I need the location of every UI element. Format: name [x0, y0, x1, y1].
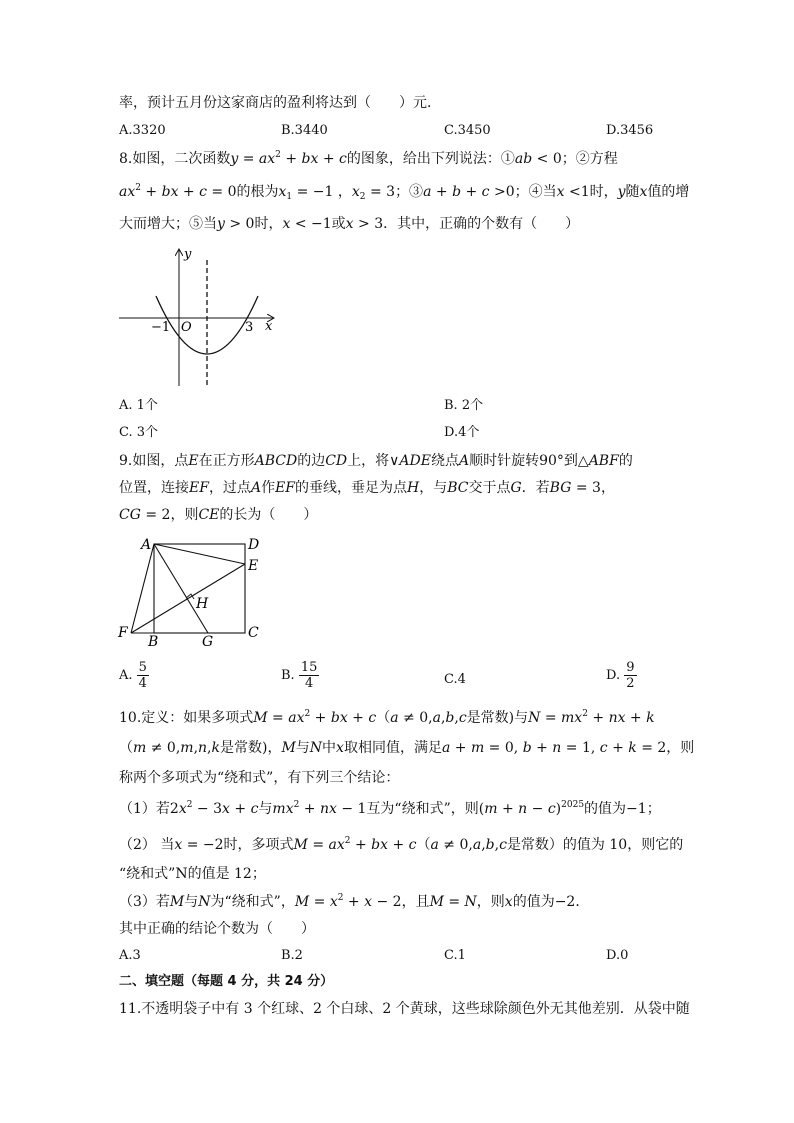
q10-statement-2: （2） 当x = −2时，多项式$M = ax^2$ + bx + c（a ≠ 0,a,b,c是常数）的值为 10，则它的 — [119, 836, 684, 853]
section-heading: 二、填空题（每题 4 分，共 24 分） — [119, 974, 334, 989]
segment-af — [131, 544, 154, 633]
q9-option-d: D. $\frac{9}{2}$ — [606, 660, 635, 691]
segment-ag — [154, 544, 208, 633]
q9-line-2: 位置，连接EF，过点A作EF的垂线，垂足为点H，与BC交于点G．若BG = 3， — [119, 480, 615, 496]
svg-text:B: B — [148, 634, 159, 650]
q7-option-c: C.3450 — [444, 123, 491, 138]
q9-option-c: C.4 — [444, 672, 466, 687]
q8-option-c: C. 3个 — [119, 425, 159, 440]
q10-statement-3: （3）若M与N为“绕和式”，$M = x^2 + x - 2$，且M = N，则x的值为−2． — [119, 893, 590, 910]
label-minus-one: −1 — [151, 320, 171, 335]
q11-text: 11.不透明袋子中有 3 个红球、2 个白球、2 个黄球，这些球除颜色外无其他差别．从袋中随 — [119, 1001, 690, 1017]
q8-parabola-graph — [115, 244, 285, 390]
q7-option-a: A.3320 — [119, 123, 166, 138]
q10-line-2: （m ≠ 0,m,n,k是常数)，M与N中x取相同值，满足a + m = 0, b + n = 1, c + k = 2，则 — [119, 740, 695, 756]
label-origin: O — [181, 320, 192, 335]
segment-ae — [154, 544, 245, 564]
svg-text:C: C — [248, 625, 259, 641]
q9-option-a: A. $\frac{5}{4}$ — [119, 660, 147, 691]
q9-option-b: B. $\frac{15}{4}$ — [281, 660, 318, 691]
q9-square-figure — [112, 532, 272, 650]
svg-text:H: H — [196, 596, 209, 612]
q10-statement-2-cont: “绕和式”N的值是 12； — [119, 866, 266, 882]
q8-line-3: 大而增大；⑤当y > 0时，x < −1或x > 3．其中，正确的个数有（ ） — [119, 216, 580, 232]
label-x: x — [265, 319, 273, 334]
q10-statement-1: （1）若$2x^2 - 3x + c$与$mx^2$ + nx − 1互为“绕和式”，则$(m + n - c)^{2025}$的值为−1； — [119, 800, 661, 817]
q10-question: 其中正确的结论个数为（ ） — [119, 921, 315, 937]
q9-line-3: CG = 2，则CE的长为（ ） — [119, 507, 318, 523]
label-y: y — [184, 247, 192, 262]
q10-option-d: D.0 — [606, 948, 629, 963]
q10-line-3: 称两个多项式为“绕和式”，有下列三个结论： — [119, 770, 400, 786]
q10-option-b: B.2 — [281, 948, 303, 963]
q8-option-a: A. 1个 — [119, 398, 158, 413]
q7-option-b: B.3440 — [281, 123, 328, 138]
q10-option-a: A.3 — [119, 948, 141, 963]
segment-fe — [131, 564, 245, 633]
q8-line-1: 8.如图，二次函数$y = ax^2$ + bx + c的图象，给出下列说法：①ab < 0；②方程 — [119, 150, 618, 167]
svg-text:D: D — [248, 537, 260, 553]
q8-option-d: D.4个 — [444, 425, 480, 440]
q9-line-1: 9.如图，点E在正方形ABCD的边CD上，将∨ADE绕点A顺时针旋转90°到△ABF的 — [119, 453, 633, 469]
svg-text:G: G — [202, 634, 214, 650]
svg-text:A: A — [141, 537, 152, 553]
q10-option-c: C.1 — [444, 948, 466, 963]
q8-line-2: $ax^2$ + bx + c = 0的根为$x_1 = -1$ ，$x_2 = 3$；③a + b + c >0；④当x <1时，y随x值的增 — [119, 183, 690, 202]
q7-text: 率，预计五月份这家商店的盈利将达到（ ）元． — [119, 95, 441, 111]
svg-text:F: F — [118, 625, 128, 641]
q10-line-1: 10.定义：如果多项式$M = ax^2$ + bx + c（a ≠ 0,a,b,c是常数)与$N = mx^2$ + nx + k — [119, 709, 655, 726]
q7-option-d: D.3456 — [606, 123, 654, 138]
svg-text:E: E — [248, 558, 259, 574]
label-three: 3 — [245, 320, 254, 335]
q8-option-b: B. 2个 — [444, 398, 484, 413]
